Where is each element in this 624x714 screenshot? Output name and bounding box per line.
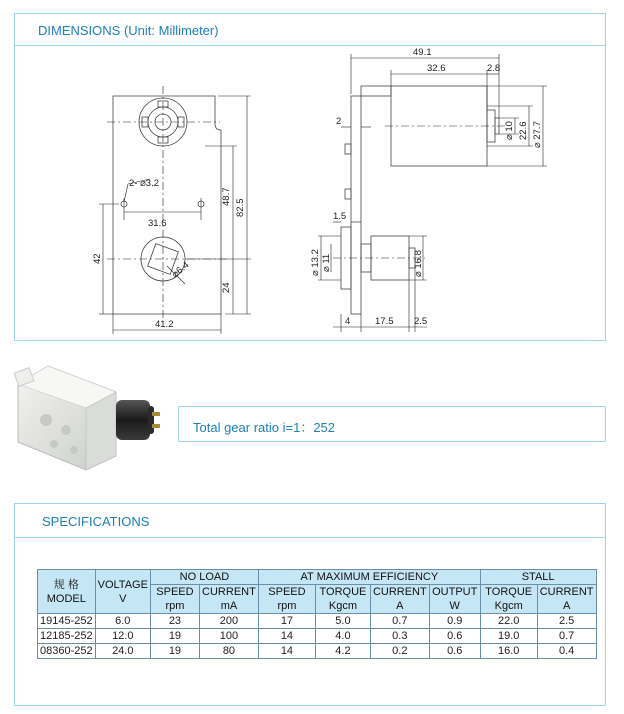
- offset-label: 1.5: [333, 211, 347, 222]
- sub-header: CURRENT A: [370, 585, 429, 614]
- table-cell: 19145-252: [38, 614, 96, 629]
- hole-spacing-label: 31.6: [148, 218, 167, 229]
- table-row: [38, 614, 597, 629]
- specifications-body: [38, 614, 597, 659]
- table-cell: 4.0: [315, 629, 370, 644]
- dimension-drawing: [15, 14, 605, 340]
- hole-spec-label: 2- ⌀3.2: [129, 178, 160, 189]
- sub-header: OUTPUT W: [429, 585, 480, 614]
- table-cell: 14: [258, 629, 315, 644]
- total-length-label: 49.1: [413, 47, 432, 58]
- table-cell: 24.0: [95, 644, 150, 659]
- table-cell: 200: [199, 614, 258, 629]
- table-cell: 6.0: [95, 614, 150, 629]
- sub-header: CURRENT mA: [199, 585, 258, 614]
- table-cell: 19: [150, 644, 199, 659]
- table-cell: 19: [150, 629, 199, 644]
- table-cell: 19.0: [480, 629, 537, 644]
- table-cell: 0.3: [370, 629, 429, 644]
- d22-6-label: 22.6: [518, 121, 529, 140]
- table-cell: 16.0: [480, 644, 537, 659]
- table-cell: 80: [199, 644, 258, 659]
- shaft-d10-label: ⌀ 10: [504, 121, 515, 140]
- width-label: 41.2: [155, 319, 174, 330]
- height-82-5-label: 82.5: [235, 198, 246, 217]
- front-view: [92, 86, 251, 334]
- shaft-diameter-label: ⌀6.4: [169, 259, 192, 281]
- height-48-7-label: 48.7: [221, 187, 232, 206]
- gear-motor-photo: [8, 362, 168, 474]
- specifications-title: SPECIFICATIONS: [42, 514, 150, 529]
- table-cell: 22.0: [480, 614, 537, 629]
- table-cell: 0.6: [429, 629, 480, 644]
- specifications-panel: [14, 503, 606, 706]
- sub-header: SPEED rpm: [150, 585, 199, 614]
- table-cell: 5.0: [315, 614, 370, 629]
- d16-8-label: ⌀ 16.8: [413, 250, 424, 277]
- max-efficiency-header: AT MAXIMUM EFFICIENCY: [258, 570, 480, 585]
- height-42-label: 42: [92, 253, 103, 264]
- shaft-length-label: 17.5: [375, 316, 394, 327]
- table-cell: 0.7: [370, 614, 429, 629]
- gear-ratio-text: Total gear ratio i=1：252: [193, 420, 336, 435]
- sub-header: TORQUE Kgcm: [480, 585, 537, 614]
- base-label: 4: [345, 316, 351, 327]
- sub-header: CURRENT A: [537, 585, 596, 614]
- table-cell: 08360-252: [38, 644, 96, 659]
- height-24-label: 24: [221, 282, 232, 293]
- side-view: [310, 47, 547, 332]
- table-cell: 17: [258, 614, 315, 629]
- end-cap-label: 2.8: [487, 63, 501, 74]
- dimensions-title: DIMENSIONS (Unit: Millimeter): [38, 23, 219, 38]
- table-cell: 4.2: [315, 644, 370, 659]
- specifications-table: [37, 569, 597, 659]
- table-cell: 23: [150, 614, 199, 629]
- d13-2-label: ⌀ 13.2: [310, 249, 321, 276]
- plate-thickness-label: 2: [336, 116, 342, 127]
- table-cell: 0.6: [429, 644, 480, 659]
- table-cell: 12.0: [95, 629, 150, 644]
- gear-ratio-panel: [178, 406, 606, 442]
- model-header: 规 格 MODEL: [38, 570, 96, 614]
- table-cell: 12185-252: [38, 629, 96, 644]
- table-cell: 0.2: [370, 644, 429, 659]
- table-cell: 100: [199, 629, 258, 644]
- table-cell: 0.4: [537, 644, 596, 659]
- table-row: [38, 644, 597, 659]
- motor-length-label: 32.6: [427, 63, 446, 74]
- table-cell: 2.5: [537, 614, 596, 629]
- stall-header: STALL: [480, 570, 596, 585]
- table-cell: 14: [258, 644, 315, 659]
- table-cell: 0.9: [429, 614, 480, 629]
- no-load-header: NO LOAD: [150, 570, 258, 585]
- specifications-header: [15, 504, 605, 538]
- table-cell: 0.7: [537, 629, 596, 644]
- sub-header: TORQUE Kgcm: [315, 585, 370, 614]
- table-row: [38, 629, 597, 644]
- voltage-header: VOLTAGE V: [95, 570, 150, 614]
- d27-7-label: ⌀ 27.7: [532, 121, 543, 148]
- sub-header: SPEED rpm: [258, 585, 315, 614]
- d11-label: ⌀ 11: [321, 253, 332, 272]
- tip-label: 2.5: [414, 316, 428, 327]
- dimensions-panel: [14, 13, 606, 341]
